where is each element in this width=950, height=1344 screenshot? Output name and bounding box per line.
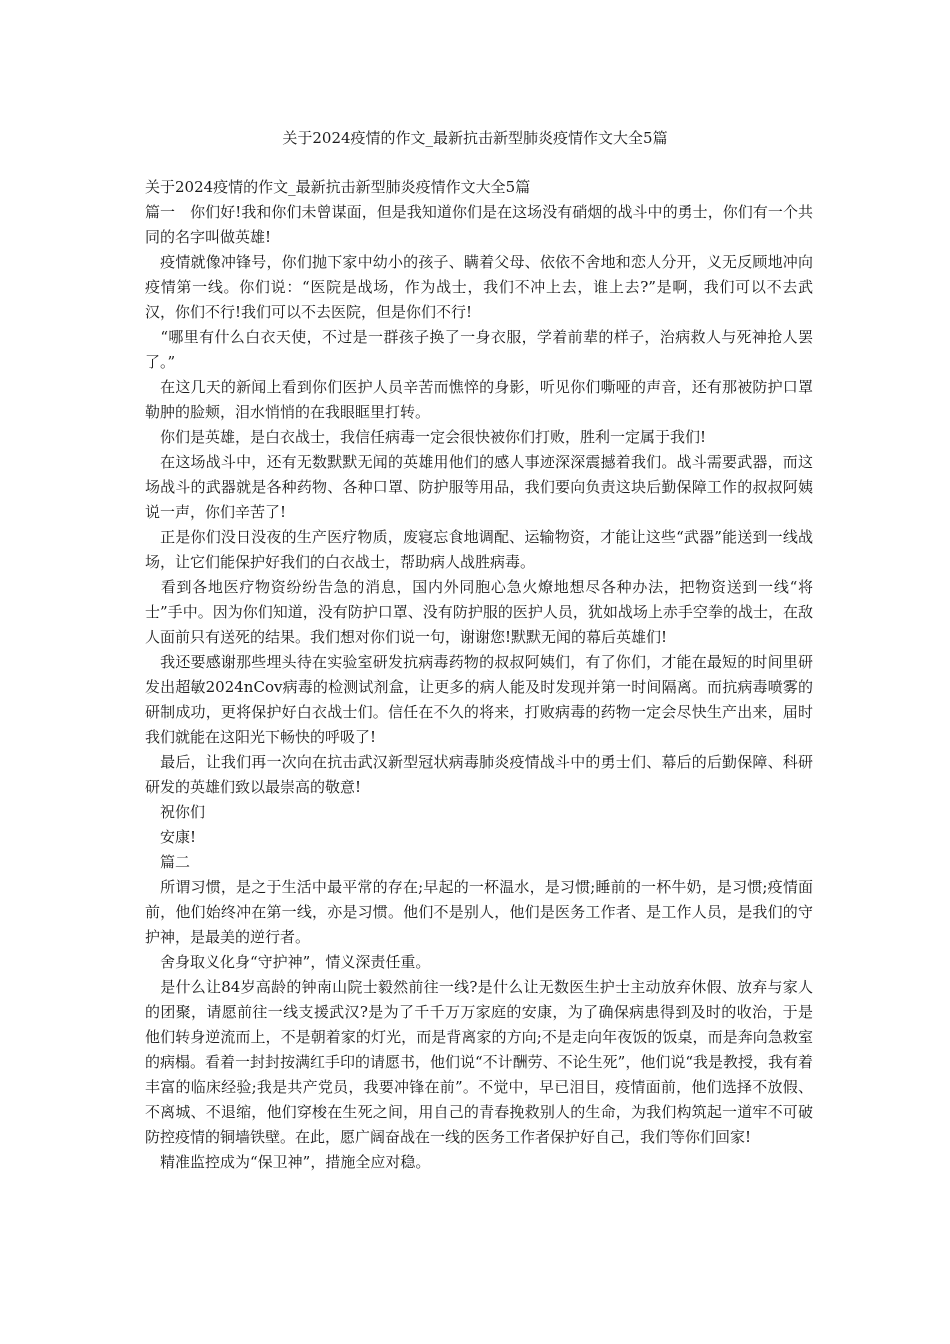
- paragraph: 在这场战斗中，还有无数默默无闻的英雄用他们的感人事迹深深震撼着我们。战斗需要武器，而这场战斗的武器就是各种药物、各种口罩、防护服等用品，我们要向负责这块后勤保障工作的叔叔阿姨说一声，你们辛苦了!: [145, 453, 813, 521]
- article-subtitle: 关于2024疫情的作文_最新抗击新型肺炎疫情作文大全5篇: [145, 178, 531, 196]
- paragraph: “哪里有什么白衣天使，不过是一群孩子换了一身衣服，学着前辈的样子，治病救人与死神抢人罢了。”: [145, 328, 813, 371]
- paragraph: 看到各地医疗物资纷纷告急的消息，国内外同胞心急火燎地想尽各种办法，把物资送到一线“将士”手中。因为你们知道，没有防护口罩、没有防护服的医护人员，犹如战场上赤手空拳的战士，在敌人面前只有送死的结果。我们想对你们说一句，谢谢您!默默无闻的幕后英雄们!: [145, 578, 813, 646]
- paragraph: 所谓习惯，是之于生活中最平常的存在;早起的一杯温水，是习惯;睡前的一杯牛奶，是习惯;疫情面前，他们始终冲在第一线，亦是习惯。他们不是别人，他们是医务工作者、是工作人员，是我们的守护神，是最美的逆行者。: [145, 878, 813, 946]
- paragraph: 疫情就像冲锋号，你们抛下家中幼小的孩子、瞒着父母、依依不舍地和恋人分开，义无反顾地冲向疫情第一线。你们说：“医院是战场，作为战士，我们不冲上去，谁上去?”是啊，我们可以不去武汉，你们不行!我们可以不去医院，但是你们不行!: [145, 253, 813, 321]
- paragraph: 篇一 你们好!我和你们未曾谋面，但是我知道你们是在这场没有硝烟的战斗中的勇士，你们有一个共同的名字叫做英雄!: [145, 203, 813, 246]
- paragraph: 祝你们: [145, 803, 206, 821]
- paragraph: 精准监控成为“保卫神”，措施全应对稳。: [145, 1153, 431, 1171]
- paragraph: 我还要感谢那些埋头待在实验室研发抗病毒药物的叔叔阿姨们，有了你们，才能在最短的时间里研发出超敏2024nCov病毒的检测试剂盒，让更多的病人能及时发现并第一时间隔离。而抗病毒喷雾的研制成功，更将保护好白衣战士们。信任在不久的将来，打败病毒的药物一定会尽快生产出来，届时我们就能在这阳光下畅快的呼吸了!: [145, 653, 813, 746]
- article-body: [145, 175, 813, 1175]
- paragraph: 舍身取义化身“守护神”，情义深责任重。: [145, 953, 431, 971]
- paragraph: 最后，让我们再一次向在抗击武汉新型冠状病毒肺炎疫情战斗中的勇士们、幕后的后勤保障、科研研发的英雄们致以最崇高的敬意!: [145, 753, 813, 796]
- paragraph: 正是你们没日没夜的生产医疗物质，废寝忘食地调配、运输物资，才能让这些“武器”能送到一线战场，让它们能保护好我们的白衣战士，帮助病人战胜病毒。: [145, 528, 813, 571]
- paragraph: 是什么让84岁高龄的钟南山院士毅然前往一线?是什么让无数医生护士主动放弃休假、放弃与家人的团聚，请愿前往一线支援武汉?是为了千千万万家庭的安康，为了确保病患得到及时的收治，于是他们转身逆流而上，不是朝着家的灯光，而是背离家的方向;不是走向年夜饭的饭桌，而是奔向急救室的病榻。看着一封封按满红手印的请愿书，他们说“不计酬劳、不论生死”，他们说“我是教授，我有着丰富的临床经验;我是共产党员，我要冲锋在前”。不觉中，早已泪目，疫情面前，他们选择不放假、不离城、不退缩，他们穿梭在生死之间，用自己的青春挽救别人的生命，为我们构筑起一道牢不可破防控疫情的铜墙铁壁。在此，愿广阔奋战在一线的医务工作者保护好自己，我们等你们回家!: [145, 978, 814, 1146]
- paragraph: 安康!: [145, 828, 197, 846]
- paragraph: 你们是英雄，是白衣战士，我信任病毒一定会很快被你们打败，胜利一定属于我们!: [145, 428, 707, 446]
- paragraph: 在这几天的新闻上看到你们医护人员辛苦而憔悴的身影，听见你们嘶哑的声音，还有那被防护口罩勒肿的脸颊，泪水悄悄的在我眼眶里打转。: [145, 378, 813, 421]
- page-title: 关于2024疫情的作文_最新抗击新型肺炎疫情作文大全5篇: [282, 129, 668, 147]
- section-heading: 篇二: [145, 853, 191, 871]
